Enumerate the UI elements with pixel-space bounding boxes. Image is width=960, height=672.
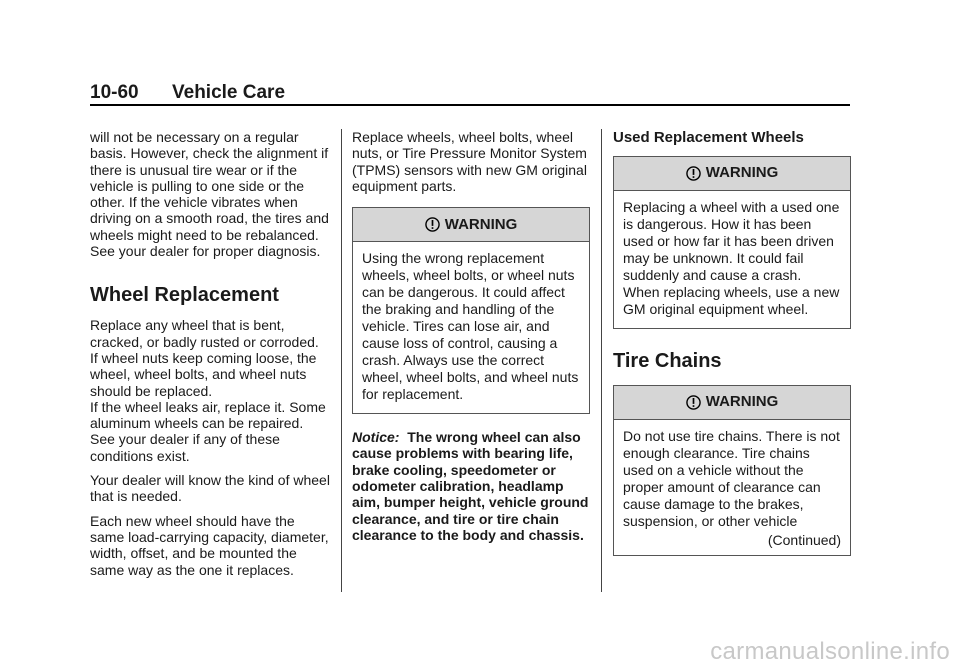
wheel-replacement-para-2: If the wheel leaks air, replace it. Some aluminum wheels can be repaired. See your dealer if any of these conditions exist.	[90, 398, 326, 464]
used-replacement-wheels-heading: Used Replacement Wheels	[613, 129, 804, 146]
wheel-replacement-para-4: Each new wheel should have the same load-carrying capacity, diameter, width, offset, and be mounted the same way as the one it replaces.	[90, 512, 329, 578]
notice-label: Notice:	[352, 429, 400, 446]
warning-icon	[425, 217, 440, 232]
wheel-replacement-heading: Wheel Replacement	[90, 284, 279, 307]
warning-icon	[686, 395, 701, 410]
alignment-paragraph: will not be necessary on a regular basis. However, check the alignment if there is unusual tire wear or if the vehicle is pulling to one side or the other. If the vehicle vibrates when driving on a smooth road, the tires and wheels might need to be rebalanced. See your dealer for proper diagnosis.	[90, 129, 329, 260]
warning-header	[353, 208, 589, 242]
notice-paragraph	[352, 429, 590, 543]
warning-header	[614, 157, 850, 191]
warning-body	[614, 420, 850, 555]
warning-icon	[686, 166, 701, 181]
warning-label: WARNING	[705, 164, 779, 182]
replace-wheels-paragraph: Replace wheels, wheel bolts, wheel nuts, or Tire Pressure Monitor System (TPMS) sensors with new GM original equipment parts.	[352, 129, 587, 194]
warning-header	[614, 386, 850, 420]
warning-box-used-wheels	[613, 156, 851, 329]
wheel-replacement-para-3: Your dealer will know the kind of wheel that is needed.	[90, 472, 330, 505]
warning-box-wrong-wheels	[352, 207, 590, 414]
warning-box-tire-chains	[613, 385, 851, 556]
warning-label: WARNING	[705, 393, 779, 411]
continued-label: (Continued)	[767, 532, 841, 548]
warning-text: Do not use tire chains. There is not enough clearance. Tire chains used on a vehicle without the proper amount of clearance can cause damage to the brakes, suspension, or other vehicle	[623, 428, 840, 529]
wheel-replacement-para-1: Replace any wheel that is bent, cracked, or badly rusted or corroded. If wheel nuts keep coming loose, the wheel, wheel bolts, and wheel nuts should be replaced.	[90, 317, 319, 399]
column-3	[613, 129, 851, 556]
page-number: 10-60	[90, 82, 139, 103]
warning-text: Using the wrong replacement wheels, wheel bolts, or wheel nuts can be dangerous. It could affect the braking and handling of the vehicle. Tires can lose air, and cause loss of control, causing a crash. Always use the correct wheel, wheel bolts, and wheel nuts for replacement.	[362, 250, 579, 403]
header-rule	[90, 104, 850, 106]
page-header	[90, 80, 850, 106]
watermark: carmanualsonline.info	[710, 638, 950, 665]
tire-chains-heading: Tire Chains	[613, 350, 722, 372]
notice-text: The wrong wheel can also cause problems with bearing life, brake cooling, speedometer or odometer calibration, headlamp aim, bumper height, vehicle ground clearance, and tire or tire chain clearance to the body and chassis.	[352, 429, 589, 543]
column-divider-2	[601, 129, 602, 592]
column-2	[352, 129, 590, 543]
column-1	[90, 129, 330, 578]
column-divider-1	[341, 129, 342, 592]
section-title: Vehicle Care	[172, 82, 286, 103]
warning-label: WARNING	[444, 215, 518, 233]
warning-text: Replacing a wheel with a used one is dangerous. How it has been used or how far it has been driven may be unknown. It could fail suddenly and cause a crash. When replacing wheels, use a new GM original equipment wheel.	[623, 199, 840, 317]
